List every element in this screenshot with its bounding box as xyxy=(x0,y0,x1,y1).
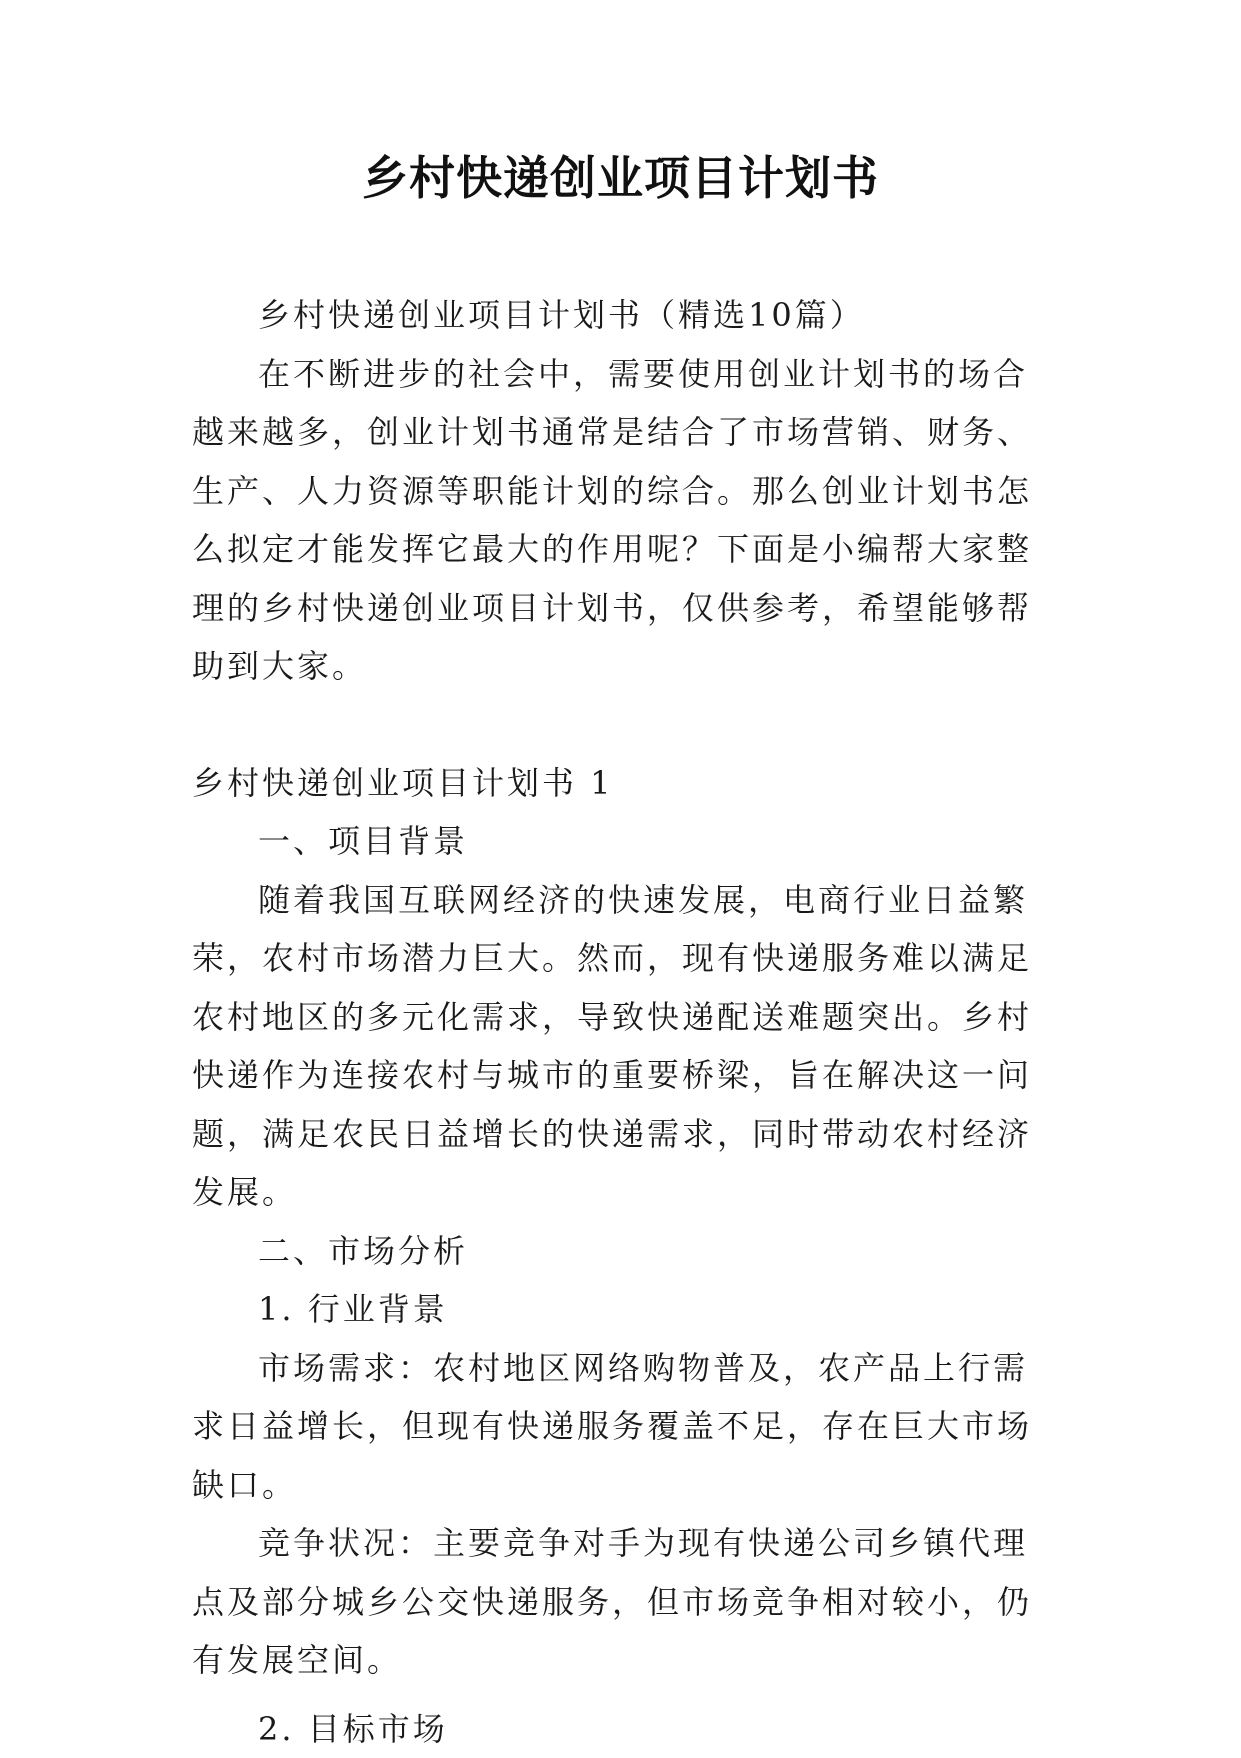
document-body xyxy=(192,286,1060,1758)
section-heading: 乡村快递创业项目计划书 1 xyxy=(192,754,1060,813)
subtitle-paragraph: 乡村快递创业项目计划书（精选10篇） xyxy=(192,286,1060,345)
subheading-market-analysis: 二、市场分析 xyxy=(192,1222,1060,1281)
background-paragraph: 随着我国互联网经济的快速发展，电商行业日益繁荣，农村市场潜力巨大。然而，现有快递服务难以满足农村地区的多元化需求，导致快递配送难题突出。乡村快递作为连接农村与城市的重要桥梁，旨在解决这一问题，满足农民日益增长的快递需求，同时带动农村经济发展。 xyxy=(192,871,1060,1222)
document-title: 乡村快递创业项目计划书 xyxy=(0,148,1241,208)
market-demand-paragraph: 市场需求：农村地区网络购物普及，农产品上行需求日益增长，但现有快递服务覆盖不足，存在巨大市场缺口。 xyxy=(192,1339,1060,1515)
subheading-background: 一、项目背景 xyxy=(192,812,1060,871)
subheading-industry-background: 1. 行业背景 xyxy=(192,1280,1060,1339)
intro-paragraph: 在不断进步的社会中，需要使用创业计划书的场合越来越多，创业计划书通常是结合了市场营销、财务、生产、人力资源等职能计划的综合。那么创业计划书怎么拟定才能发挥它最大的作用呢？下面是小编帮大家整理的乡村快递创业项目计划书，仅供参考，希望能够帮助到大家。 xyxy=(192,345,1060,696)
subheading-target-market: 2. 目标市场 xyxy=(192,1700,1060,1758)
competition-paragraph: 竞争状况：主要竞争对手为现有快递公司乡镇代理点及部分城乡公交快递服务，但市场竞争相对较小，仍有发展空间。 xyxy=(192,1514,1060,1690)
